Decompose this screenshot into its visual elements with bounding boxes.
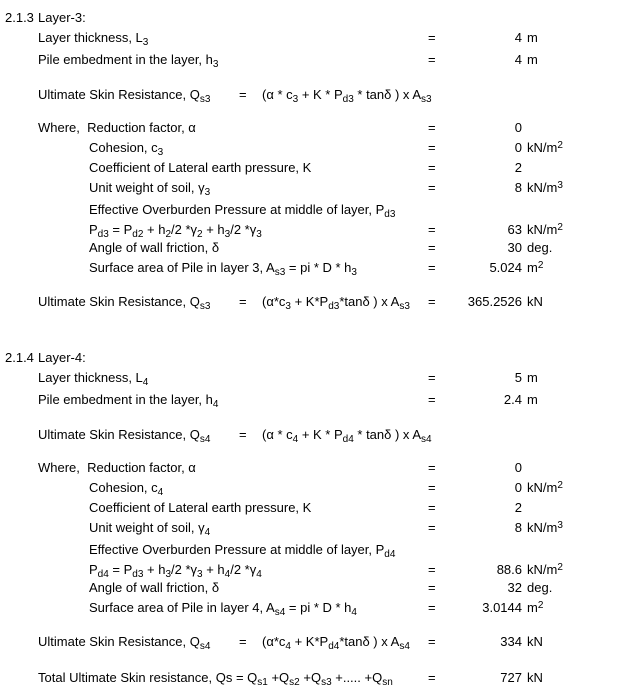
row-unit: $m^2$ xyxy=(527,600,544,615)
calc-row xyxy=(0,478,638,498)
subscript: d4 xyxy=(328,641,340,652)
spacer-row xyxy=(0,618,638,632)
row-value: 3.0144 xyxy=(482,600,522,615)
spacer-row xyxy=(0,445,638,458)
superscript: 2 xyxy=(557,562,563,573)
subscript: 4 xyxy=(351,607,357,618)
row-unit: deg. xyxy=(527,240,553,255)
subscript: s3 xyxy=(399,301,410,312)
calc-row xyxy=(0,220,638,238)
row-value: 0 xyxy=(514,480,522,495)
row-unit: deg. xyxy=(527,580,553,595)
row-value: 63 xyxy=(507,222,522,237)
calc-row xyxy=(0,28,638,50)
row-label: Ultimate Skin Resistance, $Q_{s3}$ xyxy=(38,294,211,312)
subscript: s4 xyxy=(274,607,286,618)
row-value: 2 xyxy=(514,160,522,175)
spacer-row xyxy=(0,410,638,425)
subscript: s4 xyxy=(421,434,432,445)
row-value: 8 xyxy=(514,520,522,535)
calc-row xyxy=(0,632,638,652)
row-unit: kN xyxy=(527,670,543,685)
equals-sign: = xyxy=(428,240,436,255)
row-unit: $kN/m^3$ xyxy=(527,520,563,535)
row-value: 2 xyxy=(514,500,522,515)
row-value: 0 xyxy=(514,140,522,155)
equals-sign: = xyxy=(428,260,436,275)
equals-sign: = xyxy=(428,180,436,195)
superscript: 3 xyxy=(557,180,563,191)
calc-row xyxy=(0,390,638,410)
calc-row xyxy=(0,138,638,158)
row-label: $P_{d4} = P_{d3} + h_3/2$ $*\gamma_3 + h_4/2$ $*\gamma_4$ xyxy=(89,562,262,580)
subscript: d3 xyxy=(97,229,109,240)
row-label: Angle of wall friction, δ xyxy=(89,580,220,595)
row-value: 4 xyxy=(514,30,522,45)
row-label: $P_{d3} = P_{d2} + h_2/2$ $*\gamma_2 + h_3/2$ $*\gamma_3$ xyxy=(89,222,262,240)
subscript: d4 xyxy=(384,549,396,560)
row-unit: kN xyxy=(527,294,543,309)
section-row xyxy=(0,348,638,368)
row-value: 334 xyxy=(500,634,522,649)
row-value: 5.024 xyxy=(489,260,522,275)
equals-sign: = xyxy=(428,500,436,515)
row-value: 727 xyxy=(500,670,522,685)
subscript: d2 xyxy=(132,229,144,240)
row-unit: m xyxy=(527,30,538,45)
row-value: 2.4 xyxy=(503,392,522,407)
row-formula: ($\alpha*c_4 + K*P_{d4}*\tan\delta$ ) x $A_{s4}$ xyxy=(262,634,410,652)
row-label: Where, Reduction factor, α xyxy=(38,460,196,475)
subscript: 4 xyxy=(157,487,164,498)
row-label: Surface area of Pile in layer 4, $A_{s4}$ = pi * D * $h_4$ xyxy=(89,600,357,618)
calc-row xyxy=(0,200,638,220)
equals-sign: = xyxy=(428,140,436,155)
row-label: Unit weight of soil, $\gamma_4$ xyxy=(89,520,211,538)
row-value: 32 xyxy=(507,580,522,595)
row-label: Ultimate Skin Resistance, $Q_{s4}$ xyxy=(38,427,211,445)
row-formula: ($\alpha * c_4 + K * P_{d4} * \tan\delta$ ) x $A_{s4}$ xyxy=(262,427,432,445)
subscript: s4 xyxy=(399,641,410,652)
equals-sign: = xyxy=(428,600,436,615)
equals-sign: = xyxy=(428,294,436,309)
row-unit: $kN/m^3$ xyxy=(527,180,563,195)
calc-row xyxy=(0,518,638,540)
row-value: 30 xyxy=(507,240,522,255)
subscript: d4 xyxy=(342,434,354,445)
row-formula: ($\alpha*c_3 + K*P_{d3}*\tan\delta$ ) x $A_{s3}$ xyxy=(262,294,410,312)
subscript: d4 xyxy=(97,569,109,580)
subscript: 2 xyxy=(165,229,172,240)
superscript: 2 xyxy=(557,480,563,491)
row-unit: m xyxy=(527,392,538,407)
row-unit: kN xyxy=(527,634,543,649)
row-value: 5 xyxy=(514,370,522,385)
subscript: 3 xyxy=(204,187,211,198)
subscript: 3 xyxy=(142,37,149,48)
subscript: s3 xyxy=(421,94,432,105)
equals-sign: = xyxy=(428,30,436,45)
row-label: Surface area of Pile in layer 3, $A_{s3}$ = pi * D * $h_3$ xyxy=(89,260,357,278)
subscript: 4 xyxy=(292,434,299,445)
row-value: 0 xyxy=(514,460,522,475)
subscript: 3 xyxy=(157,147,164,158)
row-label: Coefficient of Lateral earth pressure, K xyxy=(89,160,312,175)
subscript: s4 xyxy=(199,434,211,445)
spacer-row xyxy=(0,652,638,668)
row-label: Effective Overburden Pressure at middle of layer, $P_{d4}$ xyxy=(89,542,396,560)
subscript: 3 xyxy=(212,59,219,70)
calc-row xyxy=(0,158,638,178)
row-label: Cohesion, $c_4$ xyxy=(89,480,164,498)
subscript: s3 xyxy=(199,94,211,105)
row-label: Layer thickness, $L_3$ xyxy=(38,30,149,48)
equals-sign: = xyxy=(239,294,247,309)
spacer-row xyxy=(0,70,638,85)
subscript: 3 xyxy=(165,569,172,580)
subscript: d3 xyxy=(384,209,396,220)
subscript: 3 xyxy=(224,229,231,240)
row-label: Layer-4: xyxy=(38,350,86,365)
superscript: 2 xyxy=(557,140,563,151)
row-label: Total Ultimate Skin resistance, $Qs = Q_{s1} +Q_{s2} +Q_{s3}$ +..... $+Q_{sn}$ xyxy=(38,670,393,688)
row-unit: $kN/m^2$ xyxy=(527,222,563,237)
row-formula: ($\alpha * c_3 + K * P_{d3} * \tan\delta$ ) x $A_{s3}$ xyxy=(262,87,432,105)
row-unit: $kN/m^2$ xyxy=(527,480,563,495)
equals-sign: = xyxy=(428,222,436,237)
equals-sign: = xyxy=(428,670,436,685)
equals-sign: = xyxy=(428,520,436,535)
subscript: d3 xyxy=(342,94,354,105)
subscript: s3 xyxy=(274,267,286,278)
row-value: 88.6 xyxy=(496,562,522,577)
spacer-row xyxy=(0,312,638,348)
subscript: s2 xyxy=(289,677,300,688)
row-label: Ultimate Skin Resistance, $Q_{s4}$ xyxy=(38,634,211,652)
section-number: 2.1.3 xyxy=(5,10,34,25)
row-label: Ultimate Skin Resistance, $Q_{s3}$ xyxy=(38,87,211,105)
equals-sign: = xyxy=(428,480,436,495)
calc-row xyxy=(0,598,638,618)
row-value: 0 xyxy=(514,120,522,135)
subscript: 3 xyxy=(292,94,299,105)
row-label: Coefficient of Lateral earth pressure, K xyxy=(89,500,312,515)
calc-row xyxy=(0,178,638,200)
row-label: Pile embedment in the layer, $h_3$ xyxy=(38,52,219,70)
subscript: sn xyxy=(382,677,393,688)
subscript: s3 xyxy=(199,301,211,312)
equals-sign: = xyxy=(428,52,436,67)
calc-row xyxy=(0,668,638,688)
calc-row xyxy=(0,560,638,578)
subscript: d3 xyxy=(132,569,144,580)
equals-sign: = xyxy=(239,427,247,442)
section-row xyxy=(0,8,638,28)
calc-row xyxy=(0,85,638,105)
calc-row xyxy=(0,540,638,560)
equals-sign: = xyxy=(428,160,436,175)
row-label: Layer thickness, $L_4$ xyxy=(38,370,149,388)
row-label: Pile embedment in the layer, $h_4$ xyxy=(38,392,219,410)
calc-row xyxy=(0,425,638,445)
subscript: s4 xyxy=(199,641,211,652)
equals-sign: = xyxy=(428,392,436,407)
subscript: 4 xyxy=(285,641,291,652)
spacer-row xyxy=(0,278,638,292)
equals-sign: = xyxy=(428,634,436,649)
equals-sign: = xyxy=(428,460,436,475)
calc-row xyxy=(0,368,638,390)
subscript: 4 xyxy=(142,377,149,388)
calc-row xyxy=(0,258,638,278)
calc-row xyxy=(0,118,638,138)
subscript: s3 xyxy=(321,677,332,688)
superscript: 2 xyxy=(537,600,544,611)
row-value: 365.2526 xyxy=(467,294,522,309)
row-label: Layer-3: xyxy=(38,10,86,25)
calc-row xyxy=(0,578,638,598)
subscript: 4 xyxy=(204,527,211,538)
subscript: 4 xyxy=(256,569,262,580)
equals-sign: = xyxy=(428,120,436,135)
equals-sign: = xyxy=(428,580,436,595)
subscript: d3 xyxy=(328,301,340,312)
subscript: s1 xyxy=(257,677,268,688)
row-unit: m xyxy=(527,52,538,67)
spacer-row xyxy=(0,105,638,118)
row-label: Unit weight of soil, $\gamma_3$ xyxy=(89,180,211,198)
row-label: Where, Reduction factor, α xyxy=(38,120,196,135)
calc-row xyxy=(0,292,638,312)
superscript: 2 xyxy=(537,260,544,271)
section-number: 2.1.4 xyxy=(5,350,34,365)
subscript: 3 xyxy=(285,301,291,312)
equals-sign: = xyxy=(239,87,247,102)
row-unit: $kN/m^2$ xyxy=(527,140,563,155)
calc-row xyxy=(0,50,638,70)
superscript: 2 xyxy=(557,222,563,233)
row-label: Cohesion, $c_3$ xyxy=(89,140,164,158)
row-unit: m xyxy=(527,370,538,385)
row-value: 4 xyxy=(514,52,522,67)
subscript: 3 xyxy=(197,569,203,580)
row-unit: $kN/m^2$ xyxy=(527,562,563,577)
equals-sign: = xyxy=(428,562,436,577)
row-label: Effective Overburden Pressure at middle of layer, $P_{d3}$ xyxy=(89,202,396,220)
calc-row xyxy=(0,458,638,478)
subscript: 4 xyxy=(224,569,231,580)
subscript: 4 xyxy=(212,399,219,410)
calc-row xyxy=(0,238,638,258)
row-unit: $m^2$ xyxy=(527,260,544,275)
superscript: 3 xyxy=(557,520,563,531)
equals-sign: = xyxy=(239,634,247,649)
subscript: 2 xyxy=(197,229,203,240)
equals-sign: = xyxy=(428,370,436,385)
subscript: 3 xyxy=(256,229,262,240)
subscript: 3 xyxy=(351,267,357,278)
calc-row xyxy=(0,498,638,518)
row-value: 8 xyxy=(514,180,522,195)
row-label: Angle of wall friction, δ xyxy=(89,240,220,255)
